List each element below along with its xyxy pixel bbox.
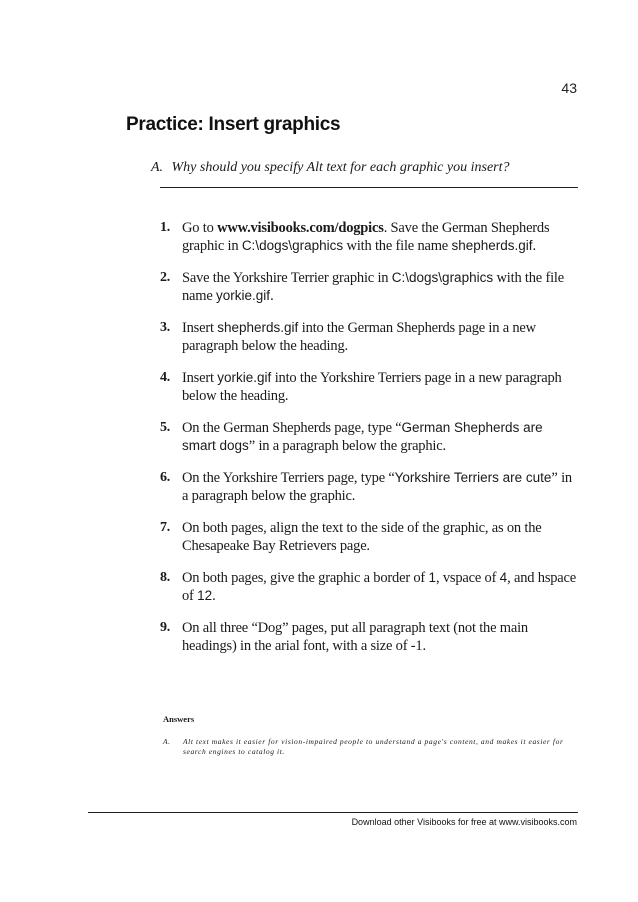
step-number: 4. [160, 370, 171, 385]
footer-text: Download other Visibooks for free at www.visibooks.com [351, 817, 577, 827]
step-text-segment: into the Yorkshire Terriers page in a new paragraph below the heading. [182, 370, 562, 404]
step-number: 2. [160, 270, 171, 285]
step-number: 9. [160, 620, 171, 635]
section-title: Practice: Insert graphics [126, 114, 341, 135]
step-text-segment: Save the Yorkshire Terrier graphic in [182, 270, 392, 286]
step-text-segment: ” in a paragraph below the graphic. [248, 438, 446, 454]
step-text-segment: Insert [182, 320, 218, 336]
steps-list [160, 219, 580, 669]
step-text-segment: with the file name [182, 270, 564, 304]
step-text-segment: C:\dogs\graphics [241, 238, 344, 253]
answer-item [163, 737, 583, 757]
step-item [160, 519, 580, 555]
step-number: 1. [160, 220, 171, 235]
step-text-segment: into the German Shepherds page in a new paragraph below the heading. [182, 320, 536, 354]
answers-heading: Answers [163, 714, 195, 724]
step-text-segment: , vspace of [436, 570, 500, 586]
step-item [160, 269, 580, 305]
step-text-segment: ” in a paragraph below the graphic. [182, 470, 572, 504]
step-number: 8. [160, 570, 171, 585]
step-number: 7. [160, 520, 171, 535]
step-item [160, 569, 580, 605]
step-text-segment: Insert [182, 370, 218, 386]
question [151, 160, 581, 176]
answer-line [160, 187, 578, 188]
step-text-segment: On both pages, align the text to the side of the graphic, as on the Chesapeake Bay Retrievers page. [182, 520, 542, 554]
step-text-segment: . [532, 238, 536, 254]
step-text-segment: . [270, 288, 274, 304]
step-text-segment: 1 [428, 570, 436, 585]
step-text-segment: On both pages, give the graphic a border of [182, 570, 429, 586]
step-number: 6. [160, 470, 171, 485]
step-text-segment: On all three “Dog” pages, put all paragraph text (not the main headings) in the arial font, with a size of -1. [182, 620, 528, 654]
step-text-segment: C:\dogs\graphics [391, 270, 494, 285]
step-text-segment: . Save the German Shepherds graphic in [182, 220, 550, 254]
step-item [160, 219, 580, 255]
answer-text: Alt text makes it easier for vision-impaired people to understand a page's content, and makes it easier for search engines to catalog it. [183, 737, 564, 756]
step-text-segment: with the file name [343, 238, 452, 254]
step-text-segment: Yorkshire Terriers are cute [394, 470, 552, 485]
page-number: 43 [561, 80, 577, 96]
step-number: 5. [160, 420, 171, 435]
question-text: Why should you specify Alt text for each graphic you insert? [171, 160, 510, 175]
step-item [160, 619, 580, 655]
step-text-segment: , and hspace of [182, 570, 577, 604]
answer-letter: A. [163, 737, 171, 746]
step-text-segment: German Shepherds are smart dogs [182, 420, 543, 453]
step-text-segment: On the German Shepherds page, type “ [182, 420, 402, 436]
step-item [160, 419, 580, 455]
step-item [160, 369, 580, 405]
step-item [160, 469, 580, 505]
step-text-segment: 12 [197, 588, 213, 603]
question-letter: A. [151, 160, 164, 175]
step-text-segment: yorkie.gif [217, 370, 272, 385]
step-text-segment: . [212, 588, 216, 604]
step-text-segment: On the Yorkshire Terriers page, type “ [182, 470, 395, 486]
step-text-segment: Go to [182, 220, 218, 236]
step-number: 3. [160, 320, 171, 335]
step-item [160, 319, 580, 355]
step-text-segment: www.visibooks.com/dogpics [217, 220, 384, 236]
step-text-segment: 4 [499, 570, 508, 585]
step-text-segment: shepherds.gif [217, 320, 299, 335]
step-text-segment: shepherds.gif [451, 238, 533, 253]
footer-divider [88, 812, 578, 813]
step-text-segment: yorkie.gif [216, 288, 271, 303]
